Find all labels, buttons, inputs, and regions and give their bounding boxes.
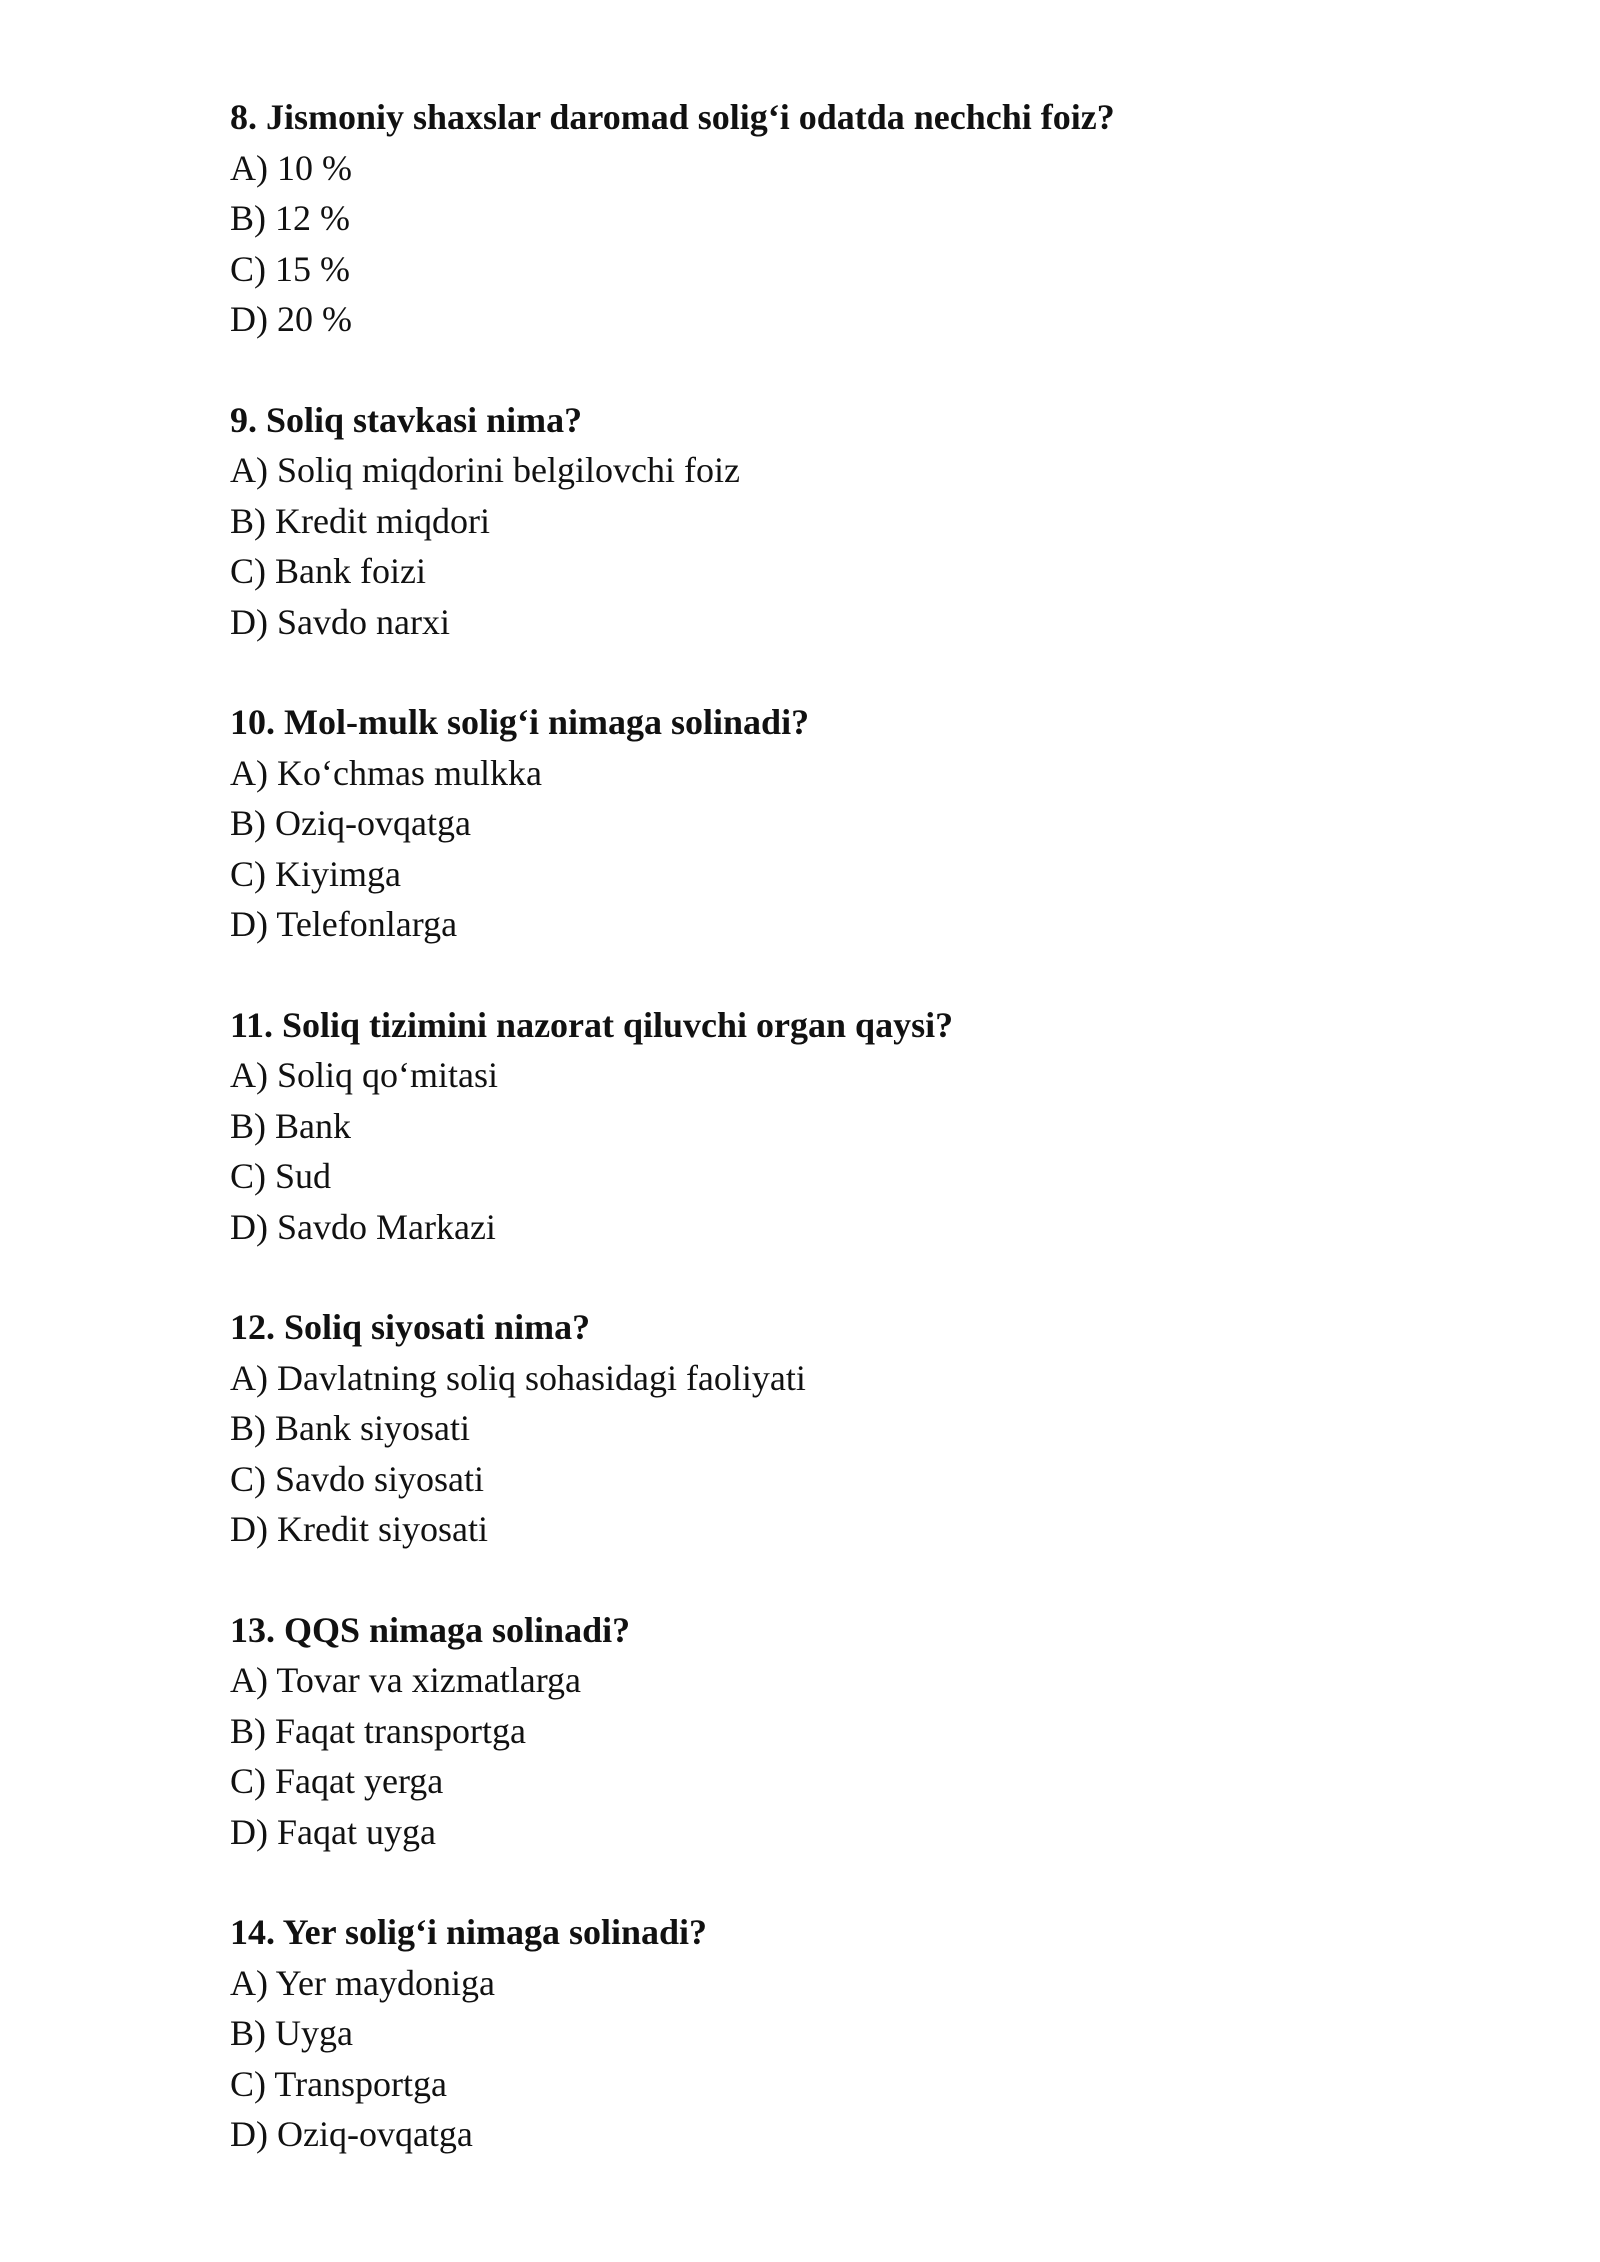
- option-b: B) Oziq-ovqatga: [230, 803, 471, 843]
- option-d: D) Oziq-ovqatga: [230, 2114, 473, 2154]
- option-a: A) Yer maydoniga: [230, 1962, 495, 2003]
- option-c: C) Faqat yerga: [230, 1761, 444, 1801]
- option-d: D) Savdo Markazi: [230, 1206, 496, 1247]
- option-a: A) Soliq miqdorini belgilovchi foiz: [230, 450, 740, 490]
- question-title: 9. Soliq stavkasi nima?: [230, 399, 583, 440]
- question-10: [230, 697, 1430, 950]
- option-a: A) Ko‘chmas mulkka: [230, 752, 542, 793]
- option-b: B) Bank: [230, 1105, 351, 1146]
- option-a: A) Davlatning soliq sohasidagi faoliyati: [230, 1357, 806, 1398]
- option-c: C) Sud: [230, 1156, 332, 1196]
- option-b: B) Uyga: [230, 2013, 353, 2053]
- question-title: 12. Soliq siyosati nima?: [230, 1307, 591, 1347]
- option-d: D) Faqat uyga: [230, 1811, 436, 1852]
- option-c: C) Kiyimga: [230, 853, 401, 894]
- question-13: [230, 1605, 1430, 1858]
- option-c: C) 15 %: [230, 248, 350, 289]
- option-a: A) Tovar va xizmatlarga: [230, 1660, 582, 1700]
- option-b: B) Faqat transportga: [230, 1710, 526, 1751]
- option-c: C) Bank foizi: [230, 551, 426, 591]
- question-title: 11. Soliq tizimini nazorat qiluvchi organ qaysi?: [230, 1004, 954, 1045]
- question-8: [230, 92, 1430, 345]
- option-b: B) Kredit miqdori: [230, 500, 490, 541]
- option-c: C) Savdo siyosati: [230, 1458, 485, 1499]
- option-c: C) Transportga: [230, 2063, 448, 2104]
- document-page: [230, 92, 1430, 2210]
- option-d: D) Kredit siyosati: [230, 1509, 488, 1549]
- option-d: D) Savdo narxi: [230, 601, 450, 642]
- question-14: [230, 1907, 1430, 2160]
- question-title: 10. Mol-mulk solig‘i nimaga solinadi?: [230, 702, 810, 742]
- option-a: A) Soliq qo‘mitasi: [230, 1055, 498, 1095]
- question-9: [230, 395, 1430, 648]
- question-title: 13. QQS nimaga solinadi?: [230, 1609, 631, 1650]
- option-b: B) 12 %: [230, 198, 350, 238]
- option-d: D) Telefonlarga: [230, 904, 458, 944]
- option-a: A) 10 %: [230, 147, 352, 188]
- option-d: D) 20 %: [230, 299, 352, 339]
- question-11: [230, 1000, 1430, 1253]
- question-title: 8. Jismoniy shaxslar daromad solig‘i odatda nechchi foiz?: [230, 97, 1115, 137]
- option-b: B) Bank siyosati: [230, 1408, 470, 1448]
- question-title: 14. Yer solig‘i nimaga solinadi?: [230, 1912, 708, 1952]
- question-12: [230, 1302, 1430, 1555]
